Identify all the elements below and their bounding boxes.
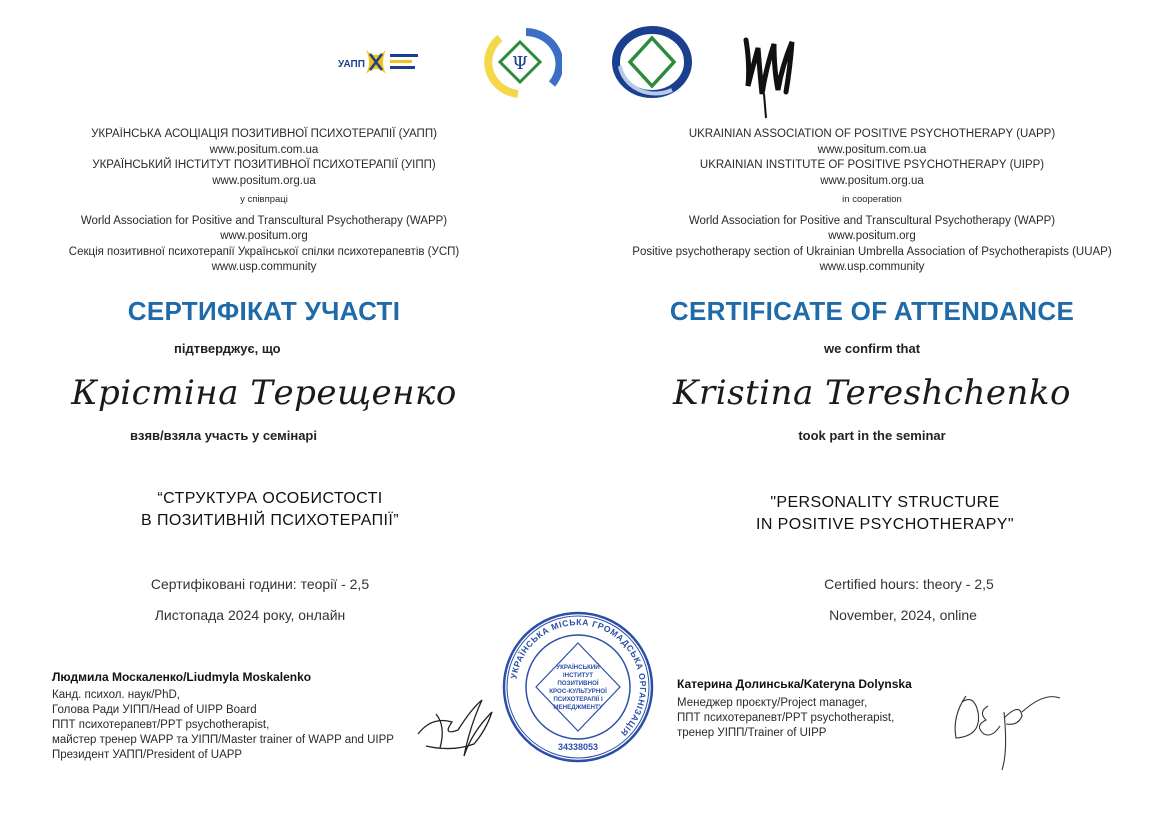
signer1-roles: [52, 688, 432, 763]
right-participant-name: Kristina Tereshchenko: [673, 373, 1071, 413]
stamp-outer-text: УКРАЇНСЬКА МІСЬКА ГРОМАДСЬКА ОРГАНІЗАЦІЯ: [508, 616, 649, 739]
left-seminar-title: [90, 488, 450, 532]
right-org3: World Association for Positive and Transcultural Psychotherapy (WAPP): [688, 214, 1056, 227]
left-org4: Секція позитивної психотерапії Української спілки психотерапевтів (УСП): [68, 245, 460, 258]
right-web4: www.usp.community: [819, 261, 925, 273]
right-coop: in cooperation: [842, 194, 902, 205]
signer1-role2: Голова Ради УІПП/Head of UIPP Board: [52, 704, 257, 716]
left-seminar-line1: “СТРУКТУРА ОСОБИСТОСТІ: [157, 490, 383, 507]
stamp-code: 34338053: [557, 742, 599, 752]
right-org1: UKRAINIAN ASSOCIATION OF POSITIVE PSYCHOTHERAPY (UAPP): [688, 128, 1056, 140]
left-hours: Сертифіковані години: теорії - 2,5: [150, 576, 370, 592]
right-certificate-title: CERTIFICATE OF ATTENDANCE: [669, 296, 1075, 326]
right-date: November, 2024, online: [829, 607, 977, 623]
left-seminar-line2: В ПОЗИТИВНІЙ ПСИХОТЕРАПІЇ”: [141, 512, 399, 529]
uapp-logo: [336, 40, 426, 82]
stamp-inner2: ІНСТИТУТ: [562, 672, 594, 679]
stamp-inner4: КРОС-КУЛЬТУРНОЇ: [549, 688, 607, 695]
right-seminar-line2: IN POSITIVE PSYCHOTHERAPY": [756, 516, 1014, 533]
right-web1: www.positum.com.ua: [817, 143, 927, 156]
signer2-roles: [677, 696, 977, 741]
diamond-logo: [612, 26, 692, 98]
right-seminar-line1: "PERSONALITY STRUCTURE: [770, 494, 1000, 511]
left-certificate-title: СЕРТИФІКАТ УЧАСТІ: [127, 296, 401, 326]
signer1-role5: Президент УАПП/President of UAPP: [52, 749, 243, 761]
signer2-role3: тренер УІПП/Trainer of UIPP: [677, 727, 827, 739]
right-web3: www.positum.org: [828, 230, 916, 242]
signer1-role3: ППТ психотерапевт/PPT psychotherapist,: [52, 719, 270, 731]
right-org-block: [592, 127, 1152, 276]
signer2-role2: ППТ психотерапевт/PPT psychotherapist,: [677, 712, 895, 724]
left-org1: УКРАЇНСЬКА АСОЦІАЦІЯ ПОЗИТИВНОЇ ПСИХОТЕРАПІЇ (УАПП): [91, 128, 437, 140]
wapp-brush-logo: [738, 34, 800, 120]
stamp-inner1: УКРАЇНСЬКИЙ: [556, 664, 600, 671]
left-took-part-text: взяв/взяла участь у семінарі: [130, 428, 317, 443]
left-web2: www.positum.org.ua: [212, 174, 316, 187]
right-org2: UKRAINIAN INSTITUTE OF POSITIVE PSYCHOTHERAPY (UIPP): [699, 159, 1045, 171]
stamp-inner3: ПОЗИТИВНОЇ: [557, 680, 599, 687]
left-web1: www.positum.com.ua: [209, 143, 319, 156]
psi-logo: [478, 28, 562, 98]
signer2-name: Катерина Долинська/Kateryna Dolynska: [677, 677, 912, 691]
left-date: Листопада 2024 року, онлайн: [154, 607, 346, 623]
signer2-role1: Менеджер проєкту/Project manager,: [677, 697, 868, 709]
left-web4: www.usp.community: [211, 261, 317, 273]
left-org-block: [0, 127, 544, 276]
left-confirm-text: підтверджує, що: [174, 341, 281, 356]
signer1-name: Людмила Москаленко/Liudmyla Moskalenko: [52, 670, 312, 684]
signer1-role1: Канд. психол. наук/PhD,: [52, 689, 180, 701]
signer2-block: [677, 677, 977, 741]
right-confirm-text: we confirm that: [823, 341, 921, 356]
signer1-block: [52, 670, 432, 763]
psi-symbol: Ψ: [512, 53, 528, 74]
right-took-part-text: took part in the seminar: [798, 428, 946, 443]
left-org2: УКРАЇНСЬКИЙ ІНСТИТУТ ПОЗИТИВНОЇ ПСИХОТЕРАПІЇ (УІПП): [92, 159, 436, 171]
left-org3: World Association for Positive and Transcultural Psychotherapy (WAPP): [80, 214, 448, 227]
right-hours: Certified hours: theory - 2,5: [824, 576, 994, 592]
signer2-signature: [948, 682, 1068, 774]
signer1-signature: [412, 686, 502, 766]
left-participant-name: Крістіна Терещенко: [71, 373, 457, 413]
organization-stamp: [500, 609, 656, 765]
right-web2: www.positum.org.ua: [820, 174, 924, 187]
signer1-role4: майстер тренер WAPP та УІПП/Master trainer of WAPP and UIPP: [52, 734, 394, 746]
uapp-logo-text: УАПП: [338, 59, 365, 70]
left-web3: www.positum.org: [220, 230, 308, 242]
stamp-inner5: ПСИХОТЕРАПІЇ І: [553, 696, 603, 703]
right-seminar-title: [705, 492, 1065, 536]
left-coop: у співпраці: [240, 194, 288, 205]
stamp-inner6: МЕНЕДЖМЕНТУ: [553, 704, 603, 711]
right-org4: Positive psychotherapy section of Ukrainian Umbrella Association of Psychotherapists (UUAP): [632, 245, 1112, 258]
